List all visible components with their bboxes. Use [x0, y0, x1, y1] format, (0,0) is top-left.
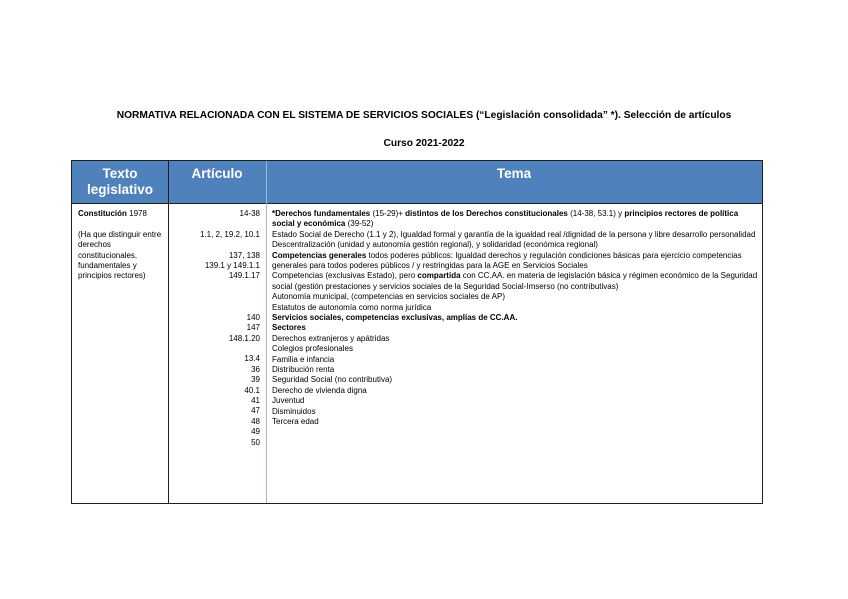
tema-entry: Autonomía municipal, (competencias en servicios sociales de AP) [272, 292, 505, 302]
tema-bold: compartida [417, 271, 461, 281]
table-header-row [72, 161, 762, 204]
article-ref: 149.1.17 [228, 271, 260, 281]
tema-text: (15-29)+ [370, 209, 406, 218]
header-articulo: Artículo [191, 166, 243, 181]
article-ref: 137, 138 [228, 250, 260, 260]
tema-bold: distintos de los Derechos constitucionales [405, 209, 568, 218]
tema-text: todos poderes públicos: Igualdad derechos y regulación condiciones básicas para ejercicio competencias generales para todos poderes públicos / y restringidas para la AGE en Servicios Sociales [272, 250, 742, 271]
law-note: (Ha que distinguir entre derechos constitucionales, fundamentales y principios rectores) [78, 229, 162, 281]
tema-entry: Familia e infancia [272, 354, 335, 364]
article-ref: 139.1 y 149.1.1 [204, 260, 260, 270]
tema-entry: Derecho de vivienda digna [272, 385, 367, 395]
tema-entry: Juventud [272, 396, 305, 406]
tema-entry: Estatutos de autonomía como norma jurídica [272, 302, 432, 312]
tema-entry [272, 209, 760, 230]
article-ref: 40.1 [244, 385, 260, 395]
article-ref: 39 [251, 375, 260, 385]
article-ref: 148.1.20 [228, 333, 260, 343]
tema-entry: Colegios profesionales [272, 344, 353, 354]
article-ref: 147 [246, 323, 260, 333]
tema-entry: Servicios sociales, competencias exclusivas, amplias de CC.AA. [272, 313, 518, 323]
tema-bold: principios rectores de política social y económica [272, 209, 739, 229]
article-ref: 50 [251, 437, 260, 447]
article-ref: 41 [251, 396, 260, 406]
tema-entry [272, 271, 760, 292]
column-divider [266, 161, 267, 503]
tema-entry: Disminuidos [272, 406, 316, 416]
tema-entry: Seguridad Social (no contributiva) [272, 375, 393, 385]
tema-bold: *Derechos fundamentales [272, 209, 371, 218]
header-texto-legislativo: Texto legislativo [86, 166, 154, 197]
tema-text: Competencias (exclusivas Estado), pero [272, 271, 418, 281]
tema-text: (14-38, 53.1) y [567, 209, 625, 218]
texto-legislativo-cell [78, 209, 164, 282]
tema-text: (39-52) [345, 219, 374, 229]
tema-entry: Sectores [272, 323, 306, 333]
tema-entry [272, 251, 760, 272]
article-ref: 47 [251, 406, 260, 416]
article-ref: 140 [246, 312, 260, 322]
article-ref: 1.1, 2, 19.2, 10.1 [199, 229, 260, 239]
tema-entry: Estado Social de Derecho (1.1 y 2), Igualdad formal y garantía de la igualdad real /dignidad de la persona y libre desarrollo personalidad [272, 229, 756, 239]
tema-cell [272, 209, 760, 427]
document-subtitle: Curso 2021-2022 [383, 138, 465, 149]
tema-text: con CC.AA. en materia de legislación básica y régimen económico de la Seguridad social (gestión prestaciones y servicios sociales de la Seguridad Social-Imserso (no contributivas) [272, 271, 758, 291]
legislation-table [71, 160, 763, 504]
tema-entry: Descentralización (unidad y autonomía gestión regional), y solidaridad (económica regional) [272, 240, 598, 250]
header-tema: Tema [496, 166, 532, 181]
article-ref: 36 [251, 364, 260, 374]
articulo-cell [172, 209, 260, 448]
law-name: Constitución [78, 209, 127, 218]
article-ref: 49 [251, 427, 260, 437]
tema-entry: Tercera edad [272, 416, 319, 426]
law-year: 1978 [126, 209, 147, 218]
article-ref: 13.4 [244, 354, 260, 364]
tema-entry: Distribución renta [272, 365, 335, 374]
article-ref: 48 [251, 416, 260, 426]
tema-bold: Competencias generales [272, 250, 367, 260]
article-ref: 14-38 [239, 209, 260, 218]
document-title: NORMATIVA RELACIONADA CON EL SISTEMA DE SERVICIOS SOCIALES (“Legislación consolidada” *). Selección de artículos [116, 110, 732, 121]
column-divider [168, 161, 169, 503]
tema-entry: Derechos extranjeros y apátridas [272, 333, 390, 343]
